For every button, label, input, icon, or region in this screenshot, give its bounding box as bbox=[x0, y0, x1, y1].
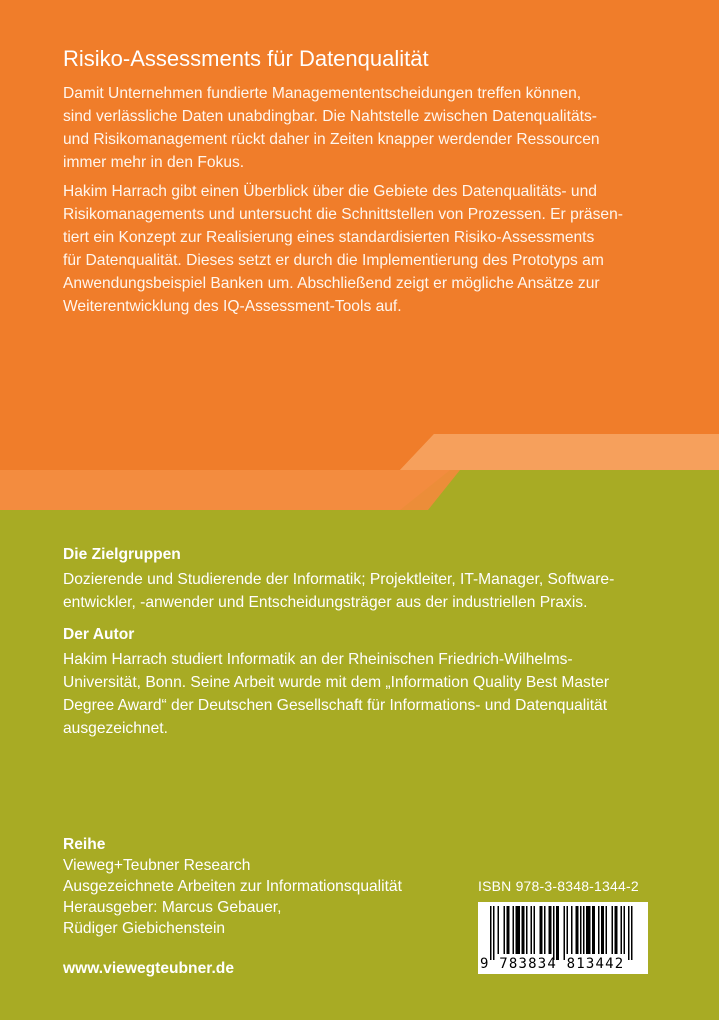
barcode-bar bbox=[580, 906, 582, 954]
barcode-bar bbox=[540, 906, 543, 954]
target-line: Dozierende und Studierende der Informatik; Projektleiter, IT-Manager, Software- bbox=[63, 571, 615, 588]
summary-line: Weiterentwicklung des IQ-Assessment-Tools auf. bbox=[63, 298, 402, 315]
barcode-bar bbox=[592, 906, 595, 954]
intro-line: sind verlässliche Daten unabdingbar. Die Nahtstelle zwischen Datenqualitäts- bbox=[63, 108, 597, 125]
barcode-bar bbox=[490, 906, 492, 960]
author-text bbox=[63, 648, 683, 740]
target-audience-text bbox=[63, 568, 683, 614]
barcode-bar bbox=[553, 906, 555, 960]
isbn-label: ISBN 978-3-8348-1344-2 bbox=[478, 878, 639, 894]
barcode-digits: 9 783834 813442 bbox=[480, 956, 625, 972]
series-heading: Reihe bbox=[63, 836, 106, 853]
barcode-bar bbox=[516, 906, 521, 954]
back-cover-title: Risiko-Assessments für Datenqualität bbox=[63, 46, 429, 71]
intro-paragraph bbox=[63, 82, 683, 174]
barcode-bar bbox=[586, 906, 591, 954]
barcode-bar bbox=[576, 906, 579, 954]
barcode-bar bbox=[513, 906, 515, 954]
barcode-bar bbox=[612, 906, 614, 954]
series-line: Herausgeber: Marcus Gebauer, bbox=[63, 899, 282, 916]
barcode-bar bbox=[567, 906, 569, 954]
barcode-bar bbox=[522, 906, 525, 954]
author-line: Hakim Harrach studiert Informatik an der Rheinischen Friedrich-Wilhelms- bbox=[63, 651, 573, 668]
barcode-bar bbox=[556, 906, 559, 960]
intro-line: und Risikomanagement rückt daher in Zeiten knapper werdender Ressourcen bbox=[63, 131, 600, 148]
summary-line: Hakim Harrach gibt einen Überblick über die Gebiete des Datenqualitäts- und bbox=[63, 183, 597, 200]
barcode-bar bbox=[534, 906, 536, 954]
barcode-bar bbox=[606, 906, 608, 954]
barcode-bar bbox=[571, 906, 573, 954]
author-line: Degree Award“ der Deutschen Gesellschaft für Informations- und Datenqualität bbox=[63, 697, 608, 714]
author-heading: Der Autor bbox=[63, 626, 135, 643]
target-line: entwickler, -anwender und Entscheidungsträger aus der industriellen Praxis. bbox=[63, 594, 588, 611]
author-line: Universität, Bonn. Seine Arbeit wurde mit dem „Information Quality Best Master bbox=[63, 674, 610, 691]
barcode-bar bbox=[628, 906, 630, 960]
publisher-website-link[interactable]: www.viewegteubner.de bbox=[63, 960, 234, 977]
barcode-bar bbox=[507, 906, 510, 954]
target-audience-heading: Die Zielgruppen bbox=[63, 546, 181, 563]
summary-line: Anwendungsbeispiel Banken um. Abschließend zeigt er mögliche Ansätze zur bbox=[63, 275, 600, 292]
barcode-bar bbox=[498, 906, 500, 954]
barcode-bar bbox=[493, 906, 495, 960]
series-info bbox=[63, 855, 402, 939]
barcode-bar bbox=[531, 906, 533, 954]
barcode-bar bbox=[583, 906, 585, 954]
author-line: ausgezeichnet. bbox=[63, 720, 168, 737]
barcode-bar bbox=[526, 906, 528, 954]
barcode-bar bbox=[601, 906, 604, 954]
summary-line: tiert ein Konzept zur Realisierung eines standardisierten Risiko-Assessments bbox=[63, 229, 595, 246]
series-line: Ausgezeichnete Arbeiten zur Informationsqualität bbox=[63, 878, 402, 895]
summary-line: für Datenqualität. Dieses setzt er durch die Implementierung des Prototyps am bbox=[63, 252, 604, 269]
summary-paragraph bbox=[63, 180, 683, 318]
barcode bbox=[478, 902, 648, 974]
barcode-bar bbox=[564, 906, 566, 960]
intro-line: immer mehr in den Fokus. bbox=[63, 154, 245, 171]
barcode-bar bbox=[624, 906, 626, 954]
series-line: Vieweg+Teubner Research bbox=[63, 857, 251, 874]
series-line: Rüdiger Giebichenstein bbox=[63, 920, 226, 937]
intro-line: Damit Unternehmen fundierte Managemententscheidungen treffen können, bbox=[63, 85, 582, 102]
barcode-bar bbox=[504, 906, 506, 954]
barcode-bar bbox=[544, 906, 546, 954]
barcode-bar bbox=[615, 906, 618, 954]
summary-line: Risikomanagements und untersucht die Schnittstellen von Prozessen. Er präsen- bbox=[63, 206, 623, 223]
barcode-bar bbox=[621, 906, 623, 954]
barcode-bar bbox=[631, 906, 633, 960]
barcode-bar bbox=[598, 906, 600, 954]
barcode-bar bbox=[549, 906, 552, 954]
